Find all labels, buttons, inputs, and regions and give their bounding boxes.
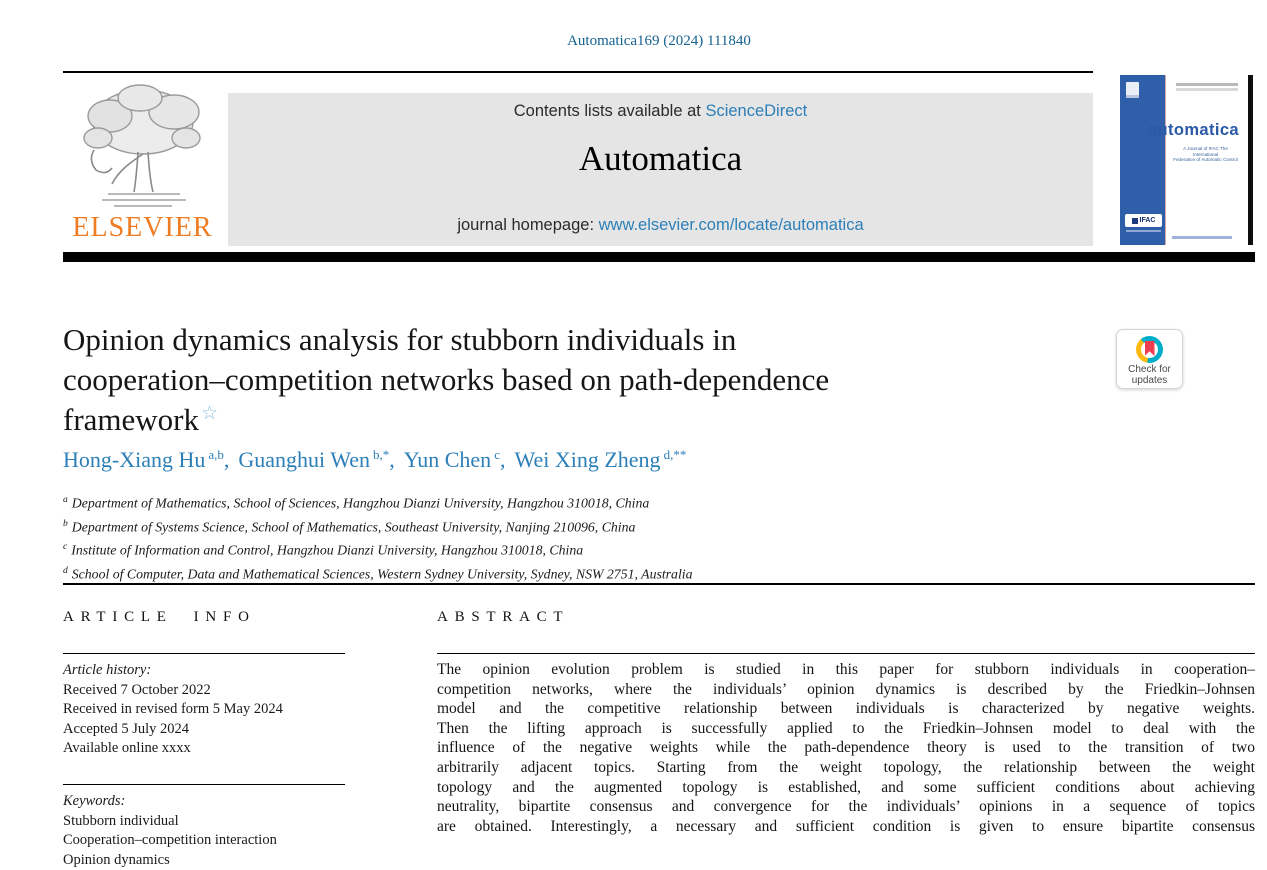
- abstract-paragraph: [437, 661, 1255, 837]
- article-title: [63, 320, 1083, 440]
- article-info-heading: ARTICLE INFO: [63, 609, 256, 625]
- cover-subtitle-line1: A Journal of IFAC The International: [1183, 146, 1228, 157]
- ifac-logo: [1125, 214, 1162, 227]
- cover-journal-title: automatica: [1147, 121, 1239, 139]
- article-history-label: Article history:: [63, 662, 152, 678]
- author-link[interactable]: [63, 447, 224, 472]
- check-updates-line2: updates: [1131, 375, 1168, 386]
- article-title-line: cooperation–competition networks based on path-dependence: [63, 362, 830, 397]
- abstract-line: influence of the negative weights while the path-dependence theory is used to the transition of two: [437, 739, 1255, 757]
- affiliation-sup: b: [63, 518, 68, 529]
- ifac-logo-square: [1132, 218, 1138, 224]
- cover-subtitle: [1170, 146, 1241, 163]
- affiliation-line: [63, 561, 1063, 585]
- check-updates-line1: Check for: [1128, 364, 1171, 375]
- elsevier-wordmark: ELSEVIER: [72, 212, 213, 243]
- author-affil-sup: a,b: [208, 447, 224, 462]
- article-info-rule: [63, 653, 345, 654]
- contents-prefix: Contents lists available at: [513, 102, 706, 120]
- author-name: Yun Chen: [403, 447, 492, 473]
- author-separator: ,: [499, 447, 506, 473]
- crossmark-icon: [1136, 336, 1163, 363]
- article-history-block: [63, 661, 345, 759]
- keyword-line: Stubborn individual: [63, 812, 179, 829]
- section-divider: [63, 583, 1255, 585]
- journal-citation: Automatica169 (2024) 111840: [567, 33, 751, 49]
- abstract-rule: [437, 653, 1255, 654]
- journal-banner: [228, 93, 1093, 246]
- author-name: Wei Xing Zheng: [514, 447, 661, 473]
- affiliation-text: Institute of Information and Control, Hangzhou Dianzi University, Hangzhou 310018, China: [71, 542, 584, 558]
- keywords-rule: [63, 784, 345, 785]
- abstract-line: The opinion evolution problem is studied in this paper for stubborn individuals in cooperation–: [437, 661, 1255, 678]
- affiliation-sup: d: [63, 565, 68, 576]
- affiliation-sup: c: [63, 542, 68, 553]
- cover-elsevier-mini-logo: [1126, 82, 1139, 98]
- keyword-line: Opinion dynamics: [63, 851, 170, 868]
- header-black-bar: [63, 252, 1255, 262]
- article-title-line: framework: [63, 402, 199, 437]
- author-separator: ,: [223, 447, 230, 473]
- homepage-line: [228, 216, 1093, 235]
- abstract-section: [437, 609, 1255, 837]
- homepage-link[interactable]: www.elsevier.com/locate/automatica: [598, 216, 864, 234]
- author-link[interactable]: [514, 447, 686, 472]
- history-line: Accepted 5 July 2024: [63, 720, 190, 737]
- author-link[interactable]: [238, 447, 389, 472]
- contents-line: [228, 102, 1093, 121]
- article-title-line: Opinion dynamics analysis for stubborn individuals in: [63, 322, 737, 357]
- top-divider: [63, 71, 1093, 73]
- author-name: Guanghui Wen: [238, 447, 371, 473]
- affiliation-line: [63, 490, 1063, 514]
- keywords-block: [63, 792, 345, 870]
- affiliation-text: Department of Mathematics, School of Sciences, Hangzhou Dianzi University, Hangzhou 310018, China: [71, 495, 650, 511]
- affiliation-list: [63, 490, 1063, 584]
- affiliation-line: [63, 537, 1063, 561]
- ifac-logo-label: IFAC: [1139, 217, 1156, 224]
- affiliation-sup: a: [63, 495, 68, 505]
- affiliation-text: Department of Systems Science, School of Mathematics, Southeast University, Nanjing 210096, China: [71, 519, 636, 535]
- check-updates-label: [1117, 364, 1182, 386]
- keywords-label: Keywords:: [63, 792, 126, 809]
- abstract-heading: ABSTRACT: [437, 609, 570, 625]
- elsevier-logo-block: [60, 80, 225, 250]
- abstract-line: competition networks, where the individuals’ opinion dynamics is described by the Friedkin–Johnsen: [437, 680, 1255, 698]
- cover-subtitle-line2: Federation of Automatic Control: [1173, 157, 1238, 163]
- sciencedirect-link[interactable]: ScienceDirect: [705, 102, 808, 120]
- affiliation-text: School of Computer, Data and Mathematical Sciences, Western Sydney University, Sydney, NSW 2751, Australia: [71, 566, 693, 582]
- abstract-line: arbitrarily adjacent topics. Starting from the weight topology, the relationship between the weight: [437, 758, 1255, 776]
- history-line: Received in revised form 5 May 2024: [63, 701, 283, 718]
- author-affil-sup: d,**: [663, 447, 687, 462]
- elsevier-tree-icon: [68, 80, 218, 212]
- history-line: Available online xxxx: [63, 740, 191, 757]
- cover-bottom-microtext: [1172, 236, 1232, 239]
- author-affil-sup: b,*: [373, 447, 390, 462]
- author-link[interactable]: [404, 447, 500, 472]
- affiliation-line: [63, 514, 1063, 538]
- title-footnote-star[interactable]: ☆: [201, 402, 219, 424]
- abstract-line: topology and the augmented topology is established, and some sufficient conditions about achieving: [437, 778, 1255, 796]
- history-line: Received 7 October 2022: [63, 681, 211, 698]
- author-separator: ,: [389, 447, 395, 473]
- journal-name: Automatica: [578, 139, 743, 178]
- abstract-line: Then the lifting approach is successfully applied to the Friedkin–Johnsen model to deal with the: [437, 719, 1255, 737]
- cover-issue-microtext: [1176, 83, 1238, 86]
- abstract-line: are obtained. Interestingly, a necessary and sufficient condition is given to ensure bipartite consensus: [437, 817, 1255, 835]
- article-info-section: [63, 609, 345, 870]
- journal-cover-thumbnail: [1120, 75, 1253, 245]
- check-for-updates-badge[interactable]: [1116, 329, 1183, 389]
- abstract-line: neutrality, bipartite consensus and convergence for the individuals’ opinions in a sequence of topics: [437, 798, 1255, 816]
- author-affil-sup: c: [494, 447, 500, 462]
- author-name: Hong-Xiang Hu: [63, 447, 206, 473]
- homepage-prefix: journal homepage:: [457, 216, 599, 234]
- abstract-line: model and the competitive relationship between individuals is characterized by negative weights.: [437, 700, 1255, 718]
- ifac-caption-bar: [1126, 230, 1161, 232]
- author-list: [63, 447, 1063, 473]
- keyword-line: Cooperation–competition interaction: [63, 832, 277, 849]
